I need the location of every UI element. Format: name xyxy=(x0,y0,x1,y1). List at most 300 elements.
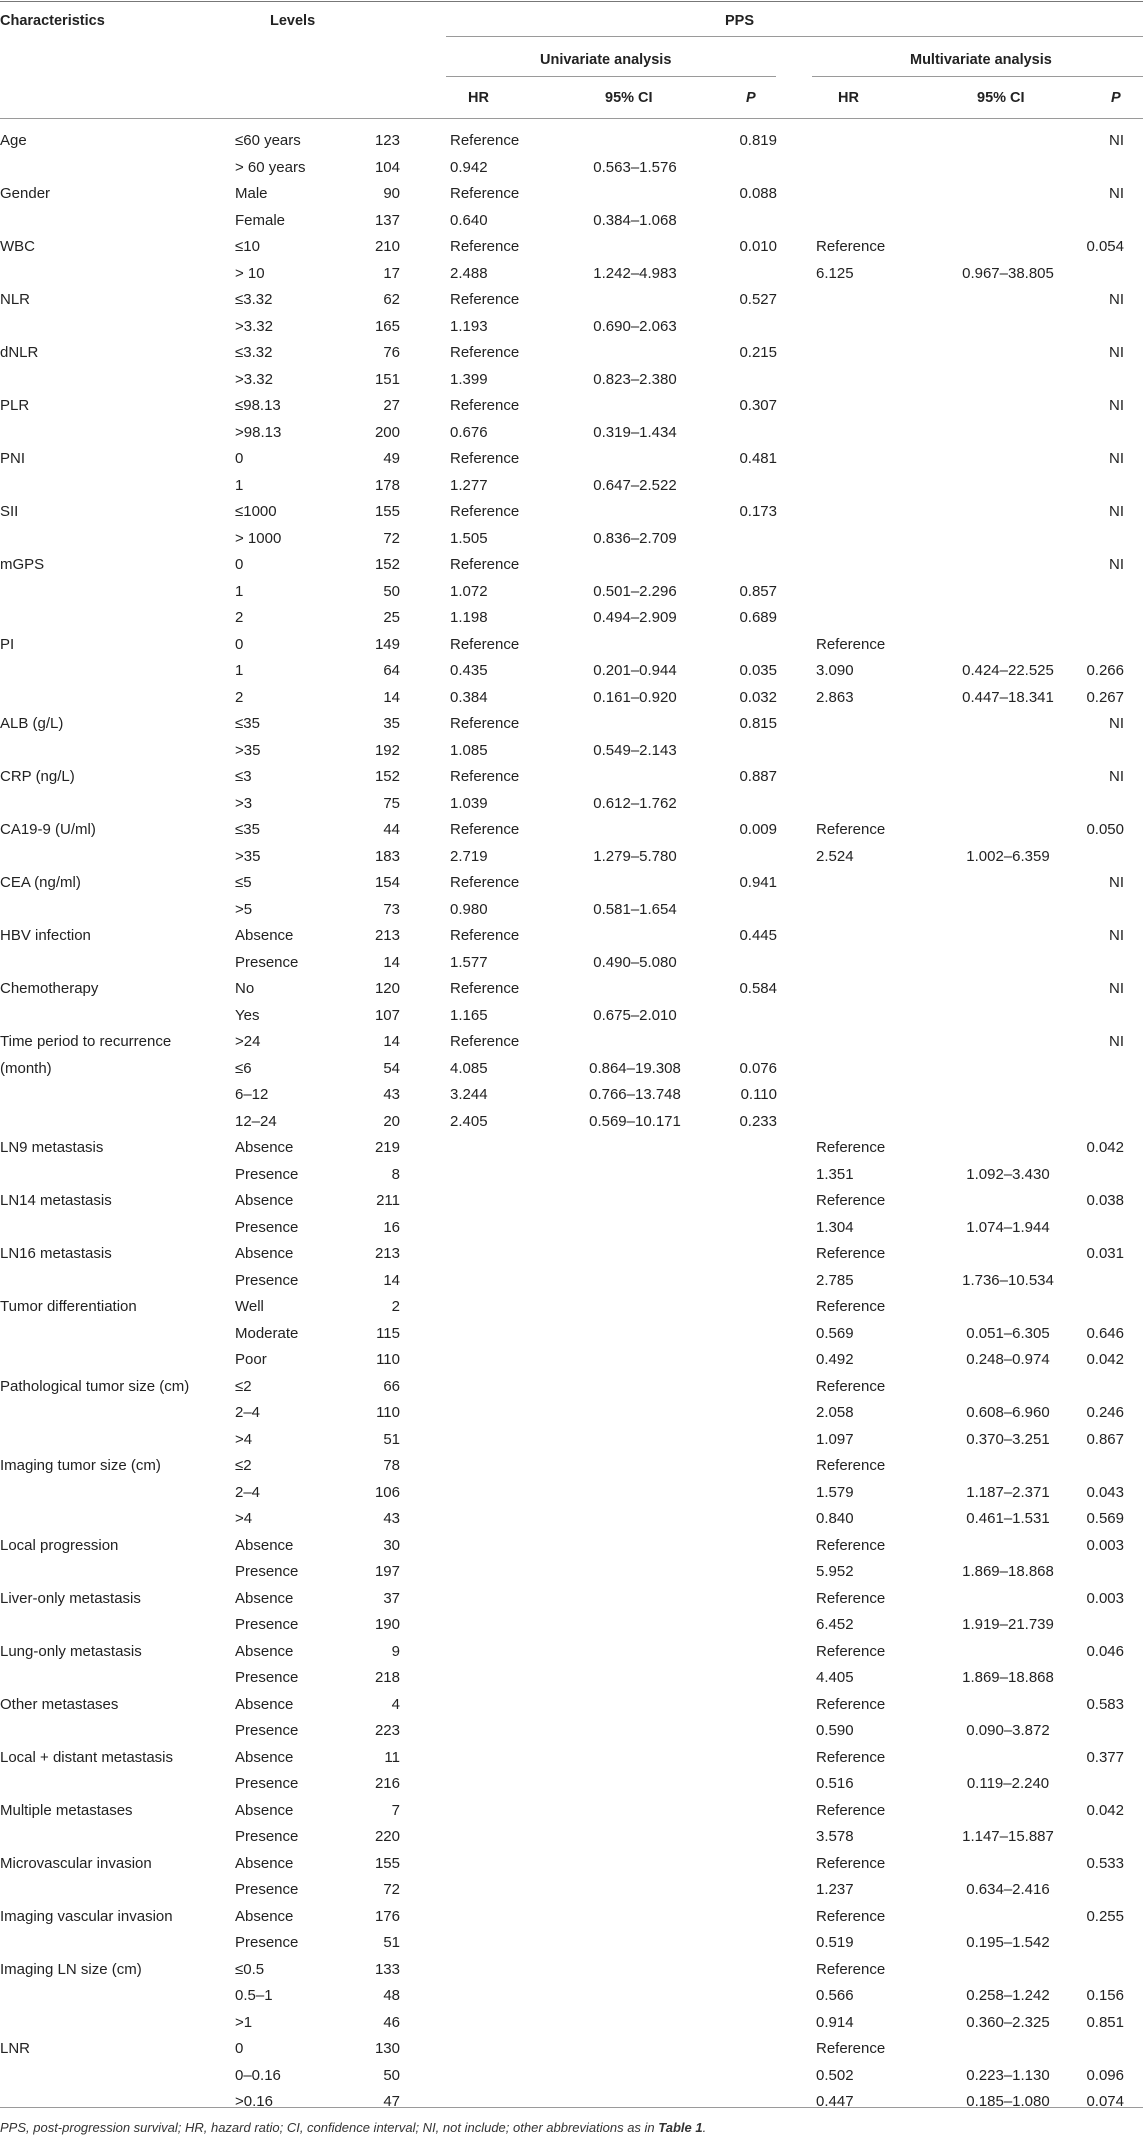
characteristic-cell: NLR xyxy=(0,291,31,308)
multivariate-p-cell: NI xyxy=(1109,556,1124,573)
multivariate-hr-cell: Reference xyxy=(816,1907,886,1925)
table-row xyxy=(0,980,1143,1007)
table-row xyxy=(0,2040,1143,2067)
multivariate-ci-cell: 0.370–3.251 xyxy=(966,1430,1050,1448)
count-cell: 72 xyxy=(383,1881,400,1898)
univariate-hr-cell: 1.193 xyxy=(450,317,488,335)
table-row xyxy=(0,1298,1143,1325)
univariate-ci-cell: 0.766–13.748 xyxy=(589,1086,681,1103)
characteristic-cell: Time period to recurrence xyxy=(0,1033,172,1050)
count-cell: 66 xyxy=(383,1377,400,1395)
table-row xyxy=(0,1510,1143,1537)
univariate-hr-cell: Reference xyxy=(450,344,520,361)
table-row xyxy=(0,371,1143,398)
count-cell: 48 xyxy=(383,1987,400,2004)
univariate-hr-cell: Reference xyxy=(450,291,520,308)
table-row xyxy=(0,185,1143,212)
multivariate-hr-cell: Reference xyxy=(816,1377,886,1395)
characteristic-cell: Local + distant metastasis xyxy=(0,1748,174,1766)
multivariate-p-cell: 0.533 xyxy=(1086,1854,1124,1872)
count-cell: 35 xyxy=(383,715,400,732)
header-multivariate: Multivariate analysis xyxy=(910,52,1052,68)
header-uni-p: P xyxy=(746,90,756,106)
characteristic-cell: Multiple metastases xyxy=(0,1801,133,1819)
count-cell: 211 xyxy=(376,1192,400,1209)
count-cell: 123 xyxy=(374,132,400,149)
header-characteristics: Characteristics xyxy=(0,13,105,29)
multivariate-ci-cell: 1.074–1.944 xyxy=(966,1218,1050,1236)
univariate-hr-cell: Reference xyxy=(450,715,520,732)
multivariate-hr-cell: 1.351 xyxy=(816,1165,854,1183)
top-rule xyxy=(0,1,1143,2)
level-cell: ≤10 xyxy=(235,238,260,255)
level-cell: ≤35 xyxy=(235,715,260,732)
multivariate-ci-cell: 1.869–18.868 xyxy=(962,1563,1054,1580)
level-cell: ≤0.5 xyxy=(235,1960,265,1978)
univariate-hr-cell: 1.072 xyxy=(450,582,488,600)
count-cell: 110 xyxy=(376,1351,400,1368)
level-cell: >35 xyxy=(235,741,261,759)
table-row xyxy=(0,715,1143,742)
univariate-hr-cell: Reference xyxy=(450,635,520,653)
table-row xyxy=(0,1033,1143,1060)
multivariate-ci-cell: 0.223–1.130 xyxy=(966,2066,1050,2084)
level-cell: Presence xyxy=(235,1775,299,1792)
multivariate-ci-cell: 1.092–3.430 xyxy=(966,1165,1050,1183)
count-cell: 75 xyxy=(383,794,400,812)
count-cell: 49 xyxy=(383,450,400,467)
univariate-ci-cell: 0.647–2.522 xyxy=(593,476,677,494)
level-cell: Presence xyxy=(235,1722,299,1739)
level-cell: 1 xyxy=(235,476,244,494)
table-row xyxy=(0,1431,1143,1458)
univariate-ci-cell: 0.836–2.709 xyxy=(593,529,677,547)
count-cell: 130 xyxy=(374,2040,400,2057)
level-cell: 2 xyxy=(235,609,244,626)
multivariate-ci-cell: 0.447–18.341 xyxy=(962,688,1054,706)
multivariate-hr-cell: Reference xyxy=(816,1457,886,1474)
multivariate-hr-cell: Reference xyxy=(816,1298,886,1315)
univariate-p-cell: 0.032 xyxy=(739,688,777,706)
count-cell: 213 xyxy=(374,927,400,944)
level-cell: Absence xyxy=(235,1748,294,1766)
univariate-hr-cell: Reference xyxy=(450,503,520,520)
univariate-hr-cell: 0.640 xyxy=(450,211,488,229)
count-cell: 14 xyxy=(383,1271,400,1289)
multivariate-p-cell: NI xyxy=(1109,715,1124,732)
multivariate-hr-cell: 3.090 xyxy=(816,662,854,679)
level-cell: > 10 xyxy=(235,264,265,282)
multivariate-rule xyxy=(812,76,1143,77)
level-cell: No xyxy=(235,980,255,997)
univariate-hr-cell: 1.505 xyxy=(450,529,488,547)
univariate-p-cell: 0.815 xyxy=(739,715,777,732)
level-cell: >5 xyxy=(235,900,253,918)
multivariate-p-cell: 0.038 xyxy=(1086,1192,1124,1209)
table-row xyxy=(0,1007,1143,1034)
level-cell: Presence xyxy=(235,1218,299,1236)
multivariate-p-cell: NI xyxy=(1109,927,1124,944)
multivariate-p-cell: NI xyxy=(1109,397,1124,414)
characteristic-cell: mGPS xyxy=(0,556,45,573)
multivariate-hr-cell: Reference xyxy=(816,1536,886,1554)
univariate-hr-cell: 4.085 xyxy=(450,1059,488,1077)
level-cell: Absence xyxy=(235,1907,294,1925)
univariate-ci-cell: 1.242–4.983 xyxy=(593,264,677,282)
univariate-ci-cell: 0.563–1.576 xyxy=(593,158,677,176)
table-row xyxy=(0,795,1143,822)
level-cell: Absence xyxy=(235,1854,294,1872)
count-cell: 11 xyxy=(384,1748,400,1766)
level-cell: >3.32 xyxy=(235,370,273,388)
multivariate-p-cell: 0.156 xyxy=(1086,1987,1124,2004)
univariate-hr-cell: 2.405 xyxy=(450,1112,488,1130)
table-row xyxy=(0,503,1143,530)
multivariate-p-cell: NI xyxy=(1109,291,1124,308)
table-row xyxy=(0,1563,1143,1590)
multivariate-p-cell: 0.054 xyxy=(1086,238,1124,255)
count-cell: 2 xyxy=(391,1298,400,1315)
multivariate-hr-cell: 1.304 xyxy=(816,1218,854,1236)
multivariate-hr-cell: 2.863 xyxy=(816,688,854,706)
table-row xyxy=(0,1166,1143,1193)
multivariate-ci-cell: 0.248–0.974 xyxy=(966,1351,1050,1368)
univariate-ci-cell: 0.319–1.434 xyxy=(593,423,677,441)
table-row xyxy=(0,1086,1143,1113)
characteristic-cell: CA19-9 (U/ml) xyxy=(0,821,96,838)
multivariate-ci-cell: 1.002–6.359 xyxy=(966,847,1050,865)
multivariate-hr-cell: 1.579 xyxy=(816,1483,854,1501)
table-row xyxy=(0,2067,1143,2094)
level-cell: >3 xyxy=(235,794,253,812)
level-cell: Absence xyxy=(235,1589,294,1607)
univariate-ci-cell: 0.823–2.380 xyxy=(593,370,677,388)
count-cell: 9 xyxy=(391,1642,400,1660)
table-row xyxy=(0,1457,1143,1484)
multivariate-hr-cell: Reference xyxy=(816,1642,886,1660)
table-row xyxy=(0,1828,1143,1855)
multivariate-hr-cell: 4.405 xyxy=(816,1669,854,1686)
level-cell: Absence xyxy=(235,1801,294,1819)
multivariate-p-cell: 0.267 xyxy=(1086,688,1124,706)
level-cell: > 1000 xyxy=(235,529,282,547)
level-cell: >4 xyxy=(235,1510,253,1527)
univariate-ci-cell: 0.501–2.296 xyxy=(593,582,677,600)
characteristic-cell: Age xyxy=(0,132,27,149)
count-cell: 197 xyxy=(374,1563,400,1580)
multivariate-ci-cell: 0.424–22.525 xyxy=(962,662,1054,679)
table-row xyxy=(0,1749,1143,1776)
level-cell: Presence xyxy=(235,1934,299,1951)
header-univariate: Univariate analysis xyxy=(540,52,672,68)
level-cell: >4 xyxy=(235,1430,253,1448)
header-multi-hr: HR xyxy=(838,90,859,106)
multivariate-p-cell: NI xyxy=(1109,874,1124,891)
multivariate-hr-cell: Reference xyxy=(816,1748,886,1766)
count-cell: 190 xyxy=(374,1616,400,1633)
univariate-p-cell: 0.887 xyxy=(739,768,777,785)
multivariate-hr-cell: Reference xyxy=(816,1192,886,1209)
univariate-ci-cell: 0.675–2.010 xyxy=(593,1006,677,1024)
univariate-hr-cell: 1.198 xyxy=(450,609,488,626)
characteristic-cell: CEA (ng/ml) xyxy=(0,874,81,891)
univariate-ci-cell: 0.569–10.171 xyxy=(589,1112,681,1130)
multivariate-p-cell: NI xyxy=(1109,1033,1124,1050)
characteristic-cell: ALB (g/L) xyxy=(0,715,64,732)
level-cell: Absence xyxy=(235,1642,294,1660)
multivariate-hr-cell: 0.447 xyxy=(816,2093,854,2110)
count-cell: 120 xyxy=(374,980,400,997)
univariate-hr-cell: 0.435 xyxy=(450,662,488,679)
univariate-p-cell: 0.445 xyxy=(739,927,777,944)
univariate-p-cell: 0.173 xyxy=(739,503,777,520)
multivariate-hr-cell: 0.519 xyxy=(816,1934,854,1951)
bottom-rule xyxy=(0,2107,1143,2108)
multivariate-hr-cell: Reference xyxy=(816,1854,886,1872)
count-cell: 200 xyxy=(374,423,400,441)
characteristic-cell: PNI xyxy=(0,450,26,467)
count-cell: 155 xyxy=(374,1854,400,1872)
characteristic-cell: Tumor differentiation xyxy=(0,1298,137,1315)
multivariate-p-cell: NI xyxy=(1109,344,1124,361)
multivariate-ci-cell: 0.195–1.542 xyxy=(966,1934,1050,1951)
footnote-text: PPS, post-progression survival; HR, hazard ratio; CI, confidence interval; NI, not include; other abbreviations as in xyxy=(0,2120,659,2135)
multivariate-hr-cell: Reference xyxy=(816,1960,886,1978)
multivariate-p-cell: 0.042 xyxy=(1086,1801,1124,1819)
multivariate-p-cell: 0.042 xyxy=(1086,1139,1124,1156)
level-cell: ≤60 years xyxy=(235,132,301,149)
univariate-hr-cell: 1.165 xyxy=(450,1006,488,1024)
level-cell: 1 xyxy=(235,662,244,679)
characteristic-cell: Liver-only metastasis xyxy=(0,1589,141,1607)
univariate-hr-cell: 0.676 xyxy=(450,423,488,441)
univariate-p-cell: 0.689 xyxy=(739,609,777,626)
level-cell: >98.13 xyxy=(235,423,282,441)
table-row xyxy=(0,1669,1143,1696)
header-bottom-rule xyxy=(0,118,1143,119)
level-cell: >1 xyxy=(235,2013,253,2031)
level-cell: 6–12 xyxy=(235,1086,269,1103)
multivariate-hr-cell: 0.492 xyxy=(816,1351,854,1368)
multivariate-hr-cell: 2.058 xyxy=(816,1404,854,1421)
count-cell: 20 xyxy=(383,1112,400,1130)
level-cell: 0–0.16 xyxy=(235,2066,281,2084)
count-cell: 54 xyxy=(383,1059,400,1077)
univariate-p-cell: 0.035 xyxy=(739,662,777,679)
level-cell: Absence xyxy=(235,1695,294,1713)
count-cell: 51 xyxy=(383,1934,400,1951)
count-cell: 115 xyxy=(376,1324,400,1342)
count-cell: 73 xyxy=(383,900,400,918)
header-multi-ci: 95% CI xyxy=(977,90,1025,106)
characteristic-cell: PI xyxy=(0,635,15,653)
univariate-p-cell: 0.009 xyxy=(739,821,777,838)
univariate-hr-cell: 1.577 xyxy=(450,953,488,971)
table-row xyxy=(0,636,1143,663)
count-cell: 149 xyxy=(374,635,400,653)
univariate-ci-cell: 0.690–2.063 xyxy=(593,317,677,335)
univariate-hr-cell: 1.277 xyxy=(450,476,488,494)
characteristic-cell: LN9 metastasis xyxy=(0,1139,104,1156)
table-row xyxy=(0,742,1143,769)
level-cell: Presence xyxy=(235,1616,299,1633)
univariate-p-cell: 0.088 xyxy=(739,185,777,202)
count-cell: 178 xyxy=(374,476,400,494)
characteristic-cell: LNR xyxy=(0,2040,31,2057)
multivariate-ci-cell: 0.185–1.080 xyxy=(966,2093,1050,2110)
header-uni-ci: 95% CI xyxy=(605,90,653,106)
count-cell: 14 xyxy=(383,688,400,706)
count-cell: 47 xyxy=(383,2093,400,2110)
univariate-hr-cell: 2.719 xyxy=(450,847,488,865)
univariate-p-cell: 0.010 xyxy=(739,238,777,255)
count-cell: 151 xyxy=(374,370,400,388)
multivariate-ci-cell: 1.147–15.887 xyxy=(962,1828,1054,1845)
characteristic-cell: HBV infection xyxy=(0,927,91,944)
univariate-hr-cell: 1.039 xyxy=(450,794,488,812)
characteristic-cell: (month) xyxy=(0,1059,52,1077)
characteristic-cell: Imaging LN size (cm) xyxy=(0,1960,142,1978)
table-row xyxy=(0,424,1143,451)
multivariate-ci-cell: 1.187–2.371 xyxy=(966,1483,1050,1501)
univariate-hr-cell: Reference xyxy=(450,1033,520,1050)
univariate-hr-cell: Reference xyxy=(450,821,520,838)
table-row xyxy=(0,1139,1143,1166)
multivariate-p-cell: 0.096 xyxy=(1086,2066,1124,2084)
level-cell: Absence xyxy=(235,1139,294,1156)
multivariate-p-cell: 0.043 xyxy=(1086,1483,1124,1501)
count-cell: 4 xyxy=(391,1695,400,1713)
multivariate-hr-cell: Reference xyxy=(816,1245,886,1262)
table-row xyxy=(0,927,1143,954)
characteristic-cell: CRP (ng/L) xyxy=(0,768,75,785)
level-cell: ≤6 xyxy=(235,1059,252,1077)
multivariate-hr-cell: 6.452 xyxy=(816,1616,854,1633)
table-row xyxy=(0,2014,1143,2041)
multivariate-ci-cell: 0.967–38.805 xyxy=(962,264,1054,282)
table-row xyxy=(0,901,1143,928)
univariate-p-cell: 0.584 xyxy=(739,980,777,997)
level-cell: ≤1000 xyxy=(235,503,277,520)
multivariate-p-cell: 0.569 xyxy=(1086,1510,1124,1527)
univariate-ci-cell: 0.161–0.920 xyxy=(593,688,677,706)
characteristic-cell: LN14 metastasis xyxy=(0,1192,112,1209)
multivariate-hr-cell: Reference xyxy=(816,1589,886,1607)
multivariate-hr-cell: 0.590 xyxy=(816,1722,854,1739)
count-cell: 43 xyxy=(383,1510,400,1527)
characteristic-cell: WBC xyxy=(0,238,35,255)
table-row xyxy=(0,318,1143,345)
table-row xyxy=(0,1722,1143,1749)
header-pps: PPS xyxy=(725,13,755,29)
table-row xyxy=(0,450,1143,477)
table-row xyxy=(0,662,1143,689)
count-cell: 51 xyxy=(383,1430,400,1448)
level-cell: ≤35 xyxy=(235,821,260,838)
count-cell: 213 xyxy=(374,1245,400,1262)
level-cell: 0 xyxy=(235,556,244,573)
level-cell: Presence xyxy=(235,1563,299,1580)
level-cell: Presence xyxy=(235,1669,299,1686)
level-cell: > 60 years xyxy=(235,158,306,176)
count-cell: 90 xyxy=(383,185,400,202)
table-row xyxy=(0,1060,1143,1087)
multivariate-p-cell: 0.031 xyxy=(1086,1245,1124,1262)
table-row xyxy=(0,1351,1143,1378)
characteristic-cell: SII xyxy=(0,503,19,520)
univariate-hr-cell: Reference xyxy=(450,397,520,414)
count-cell: 72 xyxy=(383,529,400,547)
table-row xyxy=(0,1537,1143,1564)
multivariate-p-cell: 0.003 xyxy=(1086,1536,1124,1554)
multivariate-hr-cell: Reference xyxy=(816,1801,886,1819)
count-cell: 50 xyxy=(383,2066,400,2084)
multivariate-p-cell: 0.851 xyxy=(1086,2013,1124,2031)
level-cell: Presence xyxy=(235,1881,299,1898)
multivariate-p-cell: 0.050 xyxy=(1086,821,1124,838)
characteristic-cell: Gender xyxy=(0,185,51,202)
multivariate-p-cell: 0.377 xyxy=(1086,1748,1124,1766)
multivariate-ci-cell: 1.919–21.739 xyxy=(962,1616,1054,1633)
count-cell: 210 xyxy=(374,238,400,255)
characteristic-cell: LN16 metastasis xyxy=(0,1245,112,1262)
table-row xyxy=(0,583,1143,610)
multivariate-p-cell: NI xyxy=(1109,503,1124,520)
count-cell: 104 xyxy=(374,158,400,176)
table-row xyxy=(0,1325,1143,1352)
univariate-hr-cell: Reference xyxy=(450,185,520,202)
level-cell: Presence xyxy=(235,1271,299,1289)
count-cell: 78 xyxy=(383,1457,400,1474)
level-cell: >0.16 xyxy=(235,2093,273,2110)
table-row xyxy=(0,1192,1143,1219)
level-cell: ≤5 xyxy=(235,874,252,891)
univariate-p-cell: 0.481 xyxy=(739,450,777,467)
table-row xyxy=(0,848,1143,875)
univariate-p-cell: 0.941 xyxy=(739,874,777,891)
univariate-ci-cell: 0.490–5.080 xyxy=(593,953,677,971)
count-cell: 17 xyxy=(383,264,400,282)
multivariate-hr-cell: 0.566 xyxy=(816,1987,854,2004)
count-cell: 44 xyxy=(383,821,400,838)
count-cell: 107 xyxy=(374,1006,400,1024)
table-row xyxy=(0,1908,1143,1935)
multivariate-ci-cell: 1.736–10.534 xyxy=(962,1271,1054,1289)
table-row xyxy=(0,1484,1143,1511)
count-cell: 152 xyxy=(374,556,400,573)
characteristic-cell: Imaging tumor size (cm) xyxy=(0,1457,161,1474)
level-cell: Presence xyxy=(235,953,299,971)
count-cell: 216 xyxy=(374,1775,400,1792)
count-cell: 110 xyxy=(376,1404,400,1421)
level-cell: Moderate xyxy=(235,1324,299,1342)
characteristic-cell: PLR xyxy=(0,397,30,414)
count-cell: 76 xyxy=(383,344,400,361)
count-cell: 192 xyxy=(374,741,400,759)
multivariate-hr-cell: Reference xyxy=(816,238,886,255)
univariate-rule xyxy=(446,76,776,77)
table-row xyxy=(0,874,1143,901)
level-cell: Presence xyxy=(235,1165,299,1183)
multivariate-ci-cell: 0.051–6.305 xyxy=(966,1324,1050,1342)
characteristic-cell: Other metastases xyxy=(0,1695,119,1713)
multivariate-p-cell: 0.003 xyxy=(1086,1589,1124,1607)
level-cell: Absence xyxy=(235,1245,294,1262)
univariate-hr-cell: Reference xyxy=(450,238,520,255)
table-row xyxy=(0,768,1143,795)
table-row xyxy=(0,530,1143,557)
univariate-p-cell: 0.215 xyxy=(739,344,777,361)
